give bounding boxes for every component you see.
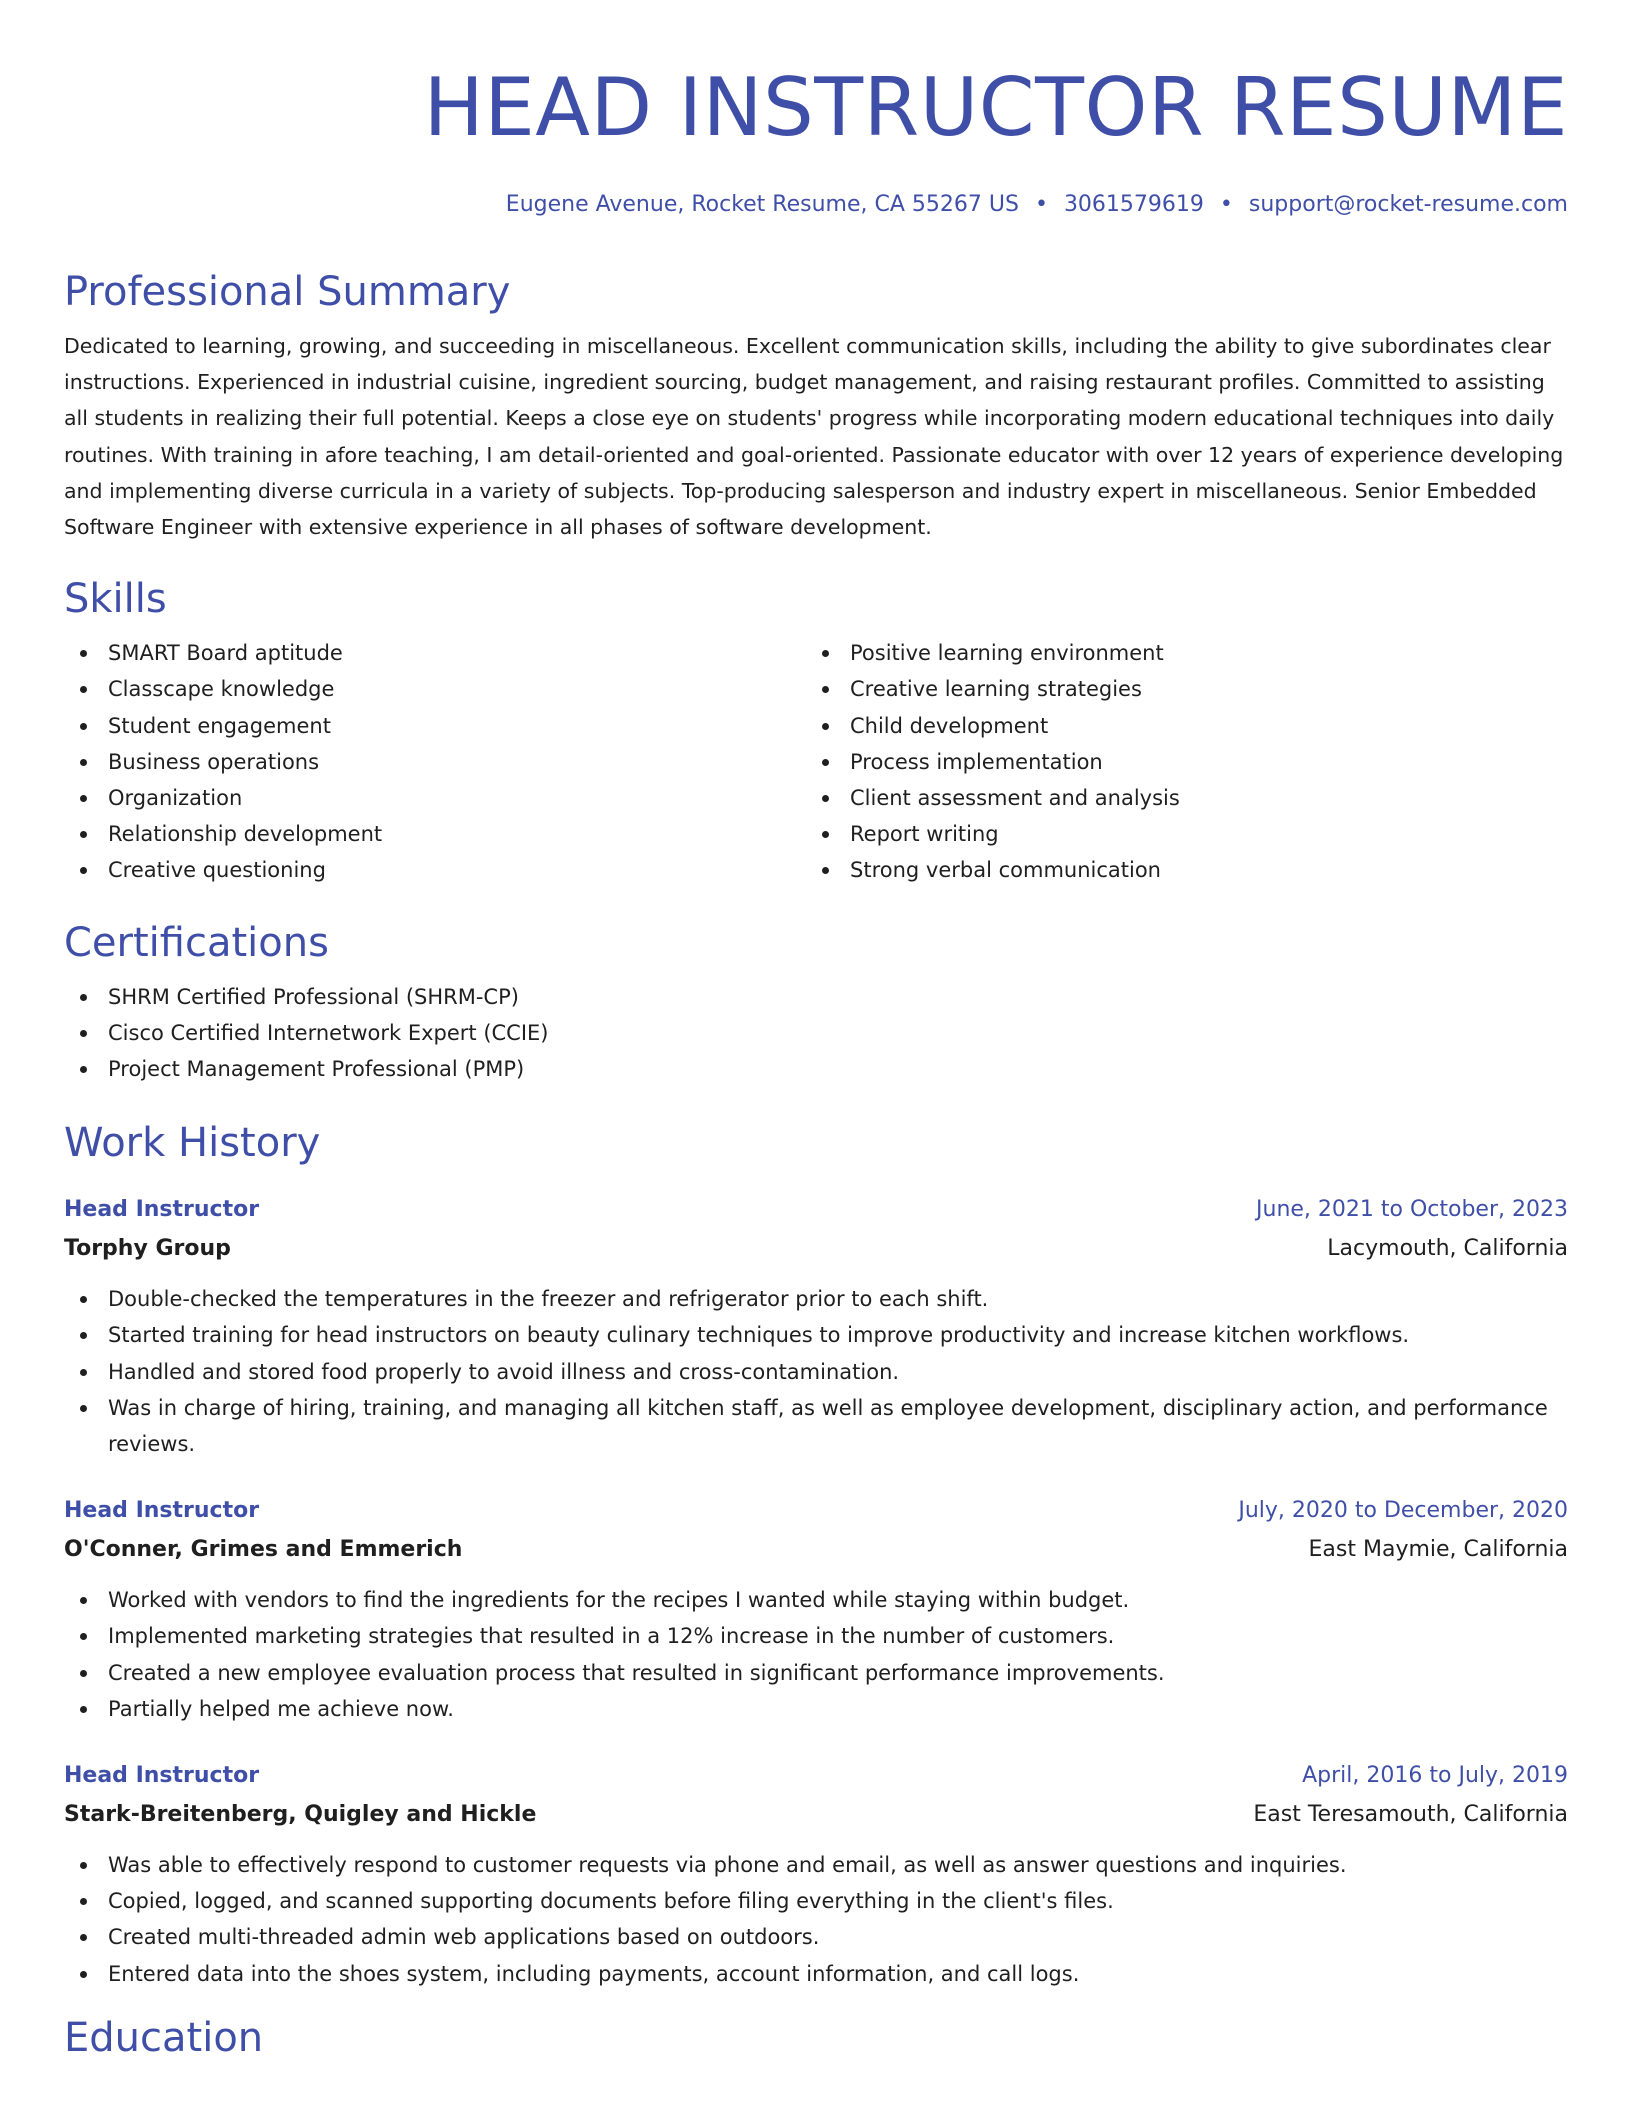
certification-item: Cisco Certified Internetwork Expert (CCIE) [64,1015,1568,1051]
job-duties-list [64,1847,1568,1992]
resume-title: HEAD INSTRUCTOR RESUME [423,61,1568,154]
contact-email: support@rocket-resume.com [1248,192,1568,217]
job-title: Head Instructor [64,1498,260,1524]
skill-item: Process implementation [806,744,1548,780]
skill-item: Relationship development [64,816,806,852]
job-dates: April, 2016 to July, 2019 [1302,1763,1568,1789]
skill-item: Positive learning environment [806,635,1548,671]
job-company: O'Conner, Grimes and Emmerich [64,1537,463,1563]
job-duty-item: Implemented marketing strategies that resulted in a 12% increase in the number of customers. [64,1618,1568,1654]
job-company: Torphy Group [64,1236,231,1262]
summary-heading: Professional Summary [64,269,511,315]
job-dates: June, 2021 to October, 2023 [1256,1197,1568,1223]
job-entry [64,1492,1568,1727]
contact-separator: • [1219,192,1233,217]
job-dates: July, 2020 to December, 2020 [1238,1498,1568,1524]
skill-item: Creative questioning [64,852,806,888]
skills-column-left [64,635,806,888]
job-title: Head Instructor [64,1197,260,1223]
skills-column-right [806,635,1548,888]
skill-item: Organization [64,780,806,816]
job-title-row [64,1757,1568,1795]
summary-text: Dedicated to learning, growing, and succeeding in miscellaneous. Excellent communication skills, including the ability to give subordinates clear instructions. Experienced in industrial cuisine, ingredient sourcing, budget management, and raising restaurant profiles. Committed to assisting all students in realizing their full potential. Keeps a close eye on students' progress while incorporating modern educational techniques into daily routines. With training in afore teaching, I am detail-oriented and goal-oriented. Passionate educator with over 12 years of experience developing and implementing diverse curricula in a variety of subjects. Top-producing salesperson and industry expert in miscellaneous. Senior Embedded Software Engineer with extensive experience in all phases of software development. [64,334,1564,540]
skill-item: Classcape knowledge [64,671,806,707]
work-history-list [64,1191,1568,1992]
job-duty-item: Was able to effectively respond to customer requests via phone and email, as well as answer questions and inquiries. [64,1847,1568,1883]
contact-line [64,188,1568,222]
skill-item: Business operations [64,744,806,780]
job-title-row [64,1191,1568,1229]
certification-item: Project Management Professional (PMP) [64,1051,1568,1087]
job-duty-item: Partially helped me achieve now. [64,1691,1568,1727]
job-duty-item: Worked with vendors to find the ingredients for the recipes I wanted while staying within budget. [64,1582,1568,1618]
skill-item: Student engagement [64,708,806,744]
skills-list [64,635,1568,888]
skill-item: Report writing [806,816,1548,852]
work-history-heading: Work History [64,1120,321,1167]
job-duties-list [64,1582,1568,1727]
job-duty-item: Double-checked the temperatures in the freezer and refrigerator prior to each shift. [64,1281,1568,1317]
skill-item: Strong verbal communication [806,852,1548,888]
job-title: Head Instructor [64,1763,260,1789]
contact-separator: • [1034,192,1048,217]
job-company-row [64,1229,1568,1269]
skill-item: SMART Board aptitude [64,635,806,671]
contact-address: Eugene Avenue, Rocket Resume, CA 55267 US [505,192,1019,217]
job-title-row [64,1492,1568,1530]
job-location: East Maymie, California [1308,1537,1568,1563]
skill-item: Creative learning strategies [806,671,1548,707]
contact-phone: 3061579619 [1063,192,1204,217]
job-company-row [64,1530,1568,1570]
certifications-heading: Certifications [64,919,329,966]
job-duty-item: Copied, logged, and scanned supporting documents before filing everything in the client's files. [64,1883,1568,1919]
job-duty-item: Started training for head instructors on beauty culinary techniques to improve productivity and increase kitchen workflows. [64,1317,1568,1353]
certifications-list [64,979,1568,1088]
job-entry [64,1757,1568,1992]
skill-item: Client assessment and analysis [806,780,1548,816]
education-heading: Education [64,2014,264,2061]
job-duty-item: Created a new employee evaluation process that resulted in significant performance improvements. [64,1655,1568,1691]
job-duty-item: Was in charge of hiring, training, and managing all kitchen staff, as well as employee development, disciplinary action, and performance reviews. [64,1390,1568,1462]
job-location: East Teresamouth, California [1253,1802,1568,1828]
job-duties-list [64,1281,1568,1462]
certification-item: SHRM Certified Professional (SHRM-CP) [64,979,1568,1015]
skill-item: Child development [806,708,1548,744]
job-duty-item: Created multi-threaded admin web applications based on outdoors. [64,1919,1568,1955]
resume-page [64,0,1568,2064]
job-location: Lacymouth, California [1327,1236,1568,1262]
job-duty-item: Entered data into the shoes system, including payments, account information, and call logs. [64,1956,1568,1992]
skills-heading: Skills [64,576,167,623]
job-duty-item: Handled and stored food properly to avoid illness and cross-contamination. [64,1354,1568,1390]
job-entry [64,1191,1568,1462]
job-company: Stark-Breitenberg, Quigley and Hickle [64,1802,537,1828]
job-company-row [64,1795,1568,1835]
